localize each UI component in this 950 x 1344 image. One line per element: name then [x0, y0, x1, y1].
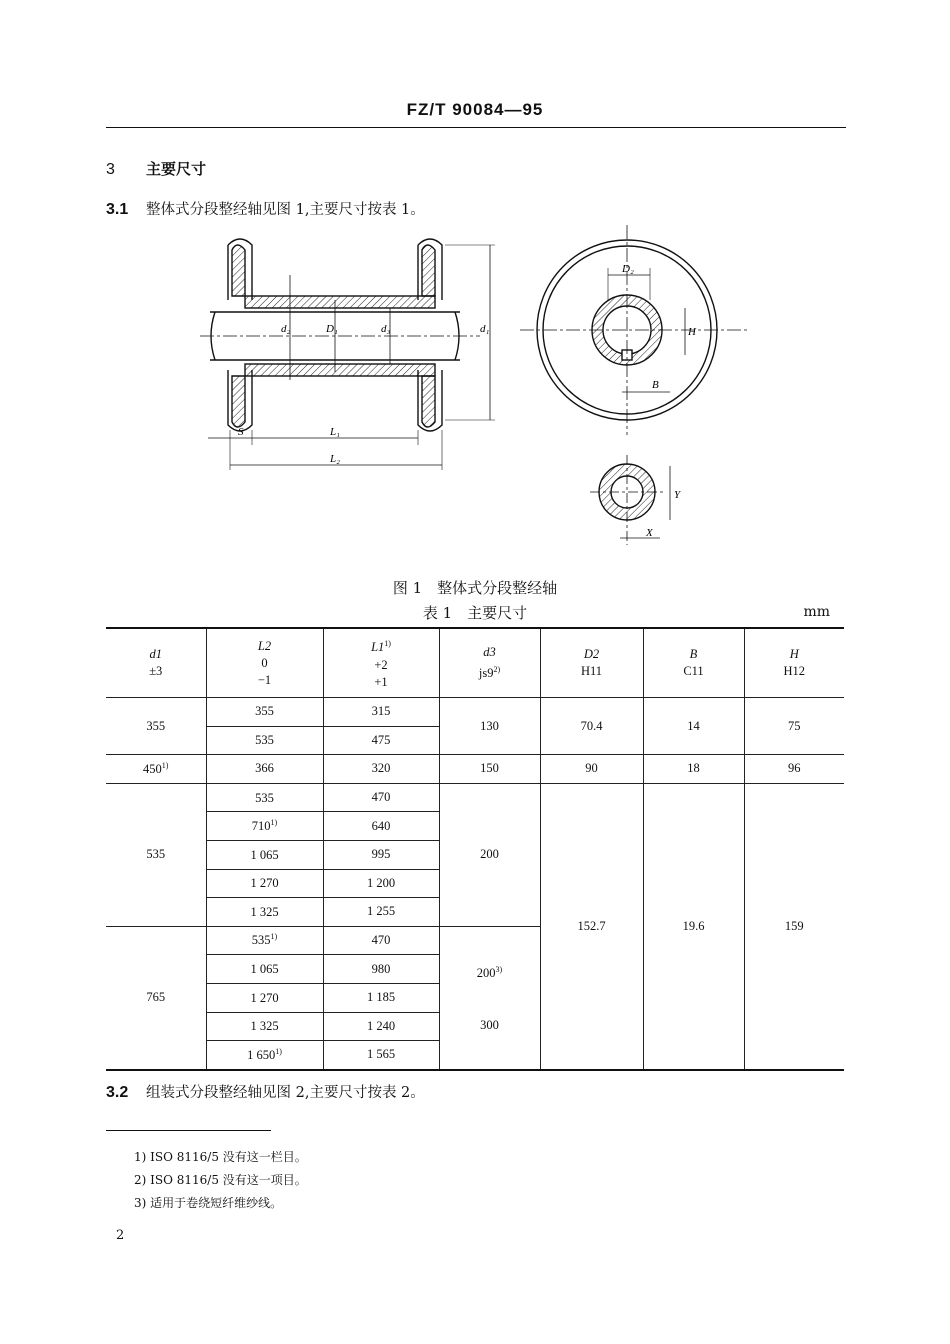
label-H: H	[688, 326, 696, 338]
label-d3: d₃	[381, 323, 391, 335]
cell-L1: 640	[323, 812, 439, 841]
label-L1: L₁	[330, 426, 340, 438]
label-Y: Y	[674, 489, 681, 501]
paragraph-text: 组装式分段整经轴见图 2,主要尺寸按表 2。	[146, 1085, 425, 1101]
table-unit: mm	[803, 604, 830, 620]
header-rule	[106, 127, 846, 128]
cell-L1: 315	[323, 698, 439, 727]
cell-L2: 710$^{1)}$	[206, 812, 323, 841]
cell-L2: 1 065	[206, 840, 323, 869]
cell-L1: 995	[323, 840, 439, 869]
table-header-row	[106, 628, 844, 698]
footnote-rule	[106, 1130, 271, 1131]
paragraph-number: 3.1	[106, 201, 129, 218]
cell-L1: 1 240	[323, 1012, 439, 1041]
dimensions-table	[106, 627, 844, 1071]
side-view	[200, 239, 495, 470]
paragraph-number: 3.2	[106, 1084, 129, 1101]
cell-B: 14	[643, 698, 744, 755]
cell-d3: 150	[439, 755, 540, 784]
paragraph-text: 整体式分段整经轴见图 1,主要尺寸按表 1。	[146, 202, 425, 218]
cell-L1: 1 185	[323, 983, 439, 1012]
section-number: 3	[106, 161, 115, 178]
cell-L2: 366	[206, 755, 323, 784]
label-L2: L₂	[330, 453, 340, 465]
footnote-2: 2) ISO 8116/5 没有这一项目。	[134, 1173, 307, 1187]
cell-H-shared: 159	[744, 783, 844, 1069]
cell-L1: 475	[323, 726, 439, 755]
header-H: H H12	[744, 628, 844, 698]
end-view	[520, 225, 750, 545]
cell-d3: 200	[439, 783, 540, 926]
label-d1: d₁	[480, 323, 490, 335]
cell-L1: 320	[323, 755, 439, 784]
cell-d1: 450$^{1)}$	[106, 755, 206, 784]
cell-L1: 470	[323, 783, 439, 812]
label-D1: D₁	[326, 323, 338, 335]
figure-caption: 图 1 整体式分段整经轴	[392, 579, 558, 597]
cell-L2: 1 270	[206, 983, 323, 1012]
document-header: FZ/T 90084—95	[406, 100, 544, 119]
cell-L2: 1 325	[206, 898, 323, 927]
cell-d3: 200$^{3)}$ 300	[439, 926, 540, 1069]
table-row	[106, 698, 844, 727]
label-X: X	[646, 527, 653, 539]
header-D2: D2 H11	[540, 628, 643, 698]
header-d3: d3 js9$^{2)}$	[439, 628, 540, 698]
paragraph-3-1	[106, 198, 425, 219]
table-row	[106, 783, 844, 812]
footnote-1: 1) ISO 8116/5 没有这一栏目。	[134, 1150, 307, 1164]
cell-L2: 535	[206, 726, 323, 755]
header-B: B C11	[643, 628, 744, 698]
cell-d3: 130	[439, 698, 540, 755]
cell-D2-shared: 152.7	[540, 783, 643, 1069]
footnote-3: 3) 适用于卷绕短纤维纱线。	[134, 1196, 283, 1210]
cell-L1: 1 200	[323, 869, 439, 898]
label-D2: D₂	[622, 263, 634, 275]
label-S: S	[238, 426, 244, 438]
cell-L2: 1 065	[206, 955, 323, 984]
label-B: B	[652, 379, 659, 391]
cell-L2: 1 325	[206, 1012, 323, 1041]
label-d2: d₂	[281, 323, 291, 335]
section-heading	[106, 158, 206, 179]
cell-H: 96	[744, 755, 844, 784]
cell-L2: 1 650$^{1)}$	[206, 1041, 323, 1070]
header-L2: L2 0 −1	[206, 628, 323, 698]
cell-L2: 1 270	[206, 869, 323, 898]
cell-d1: 355	[106, 698, 206, 755]
section-title: 主要尺寸	[146, 160, 207, 178]
cell-L2: 535	[206, 783, 323, 812]
cell-L1: 980	[323, 955, 439, 984]
paragraph-3-2	[106, 1081, 425, 1102]
cell-B: 18	[643, 755, 744, 784]
cell-B-shared: 19.6	[643, 783, 744, 1069]
page-number: 2	[116, 1228, 125, 1243]
cell-d1: 765	[106, 926, 206, 1069]
cell-D2: 90	[540, 755, 643, 784]
table-row	[106, 755, 844, 784]
cell-D2: 70.4	[540, 698, 643, 755]
cell-L1: 1 565	[323, 1041, 439, 1070]
figure-1-drawing	[190, 220, 770, 550]
cell-L1: 470	[323, 926, 439, 955]
cell-d1: 535	[106, 783, 206, 926]
header-L1: $L1^{1)}$ +2 +1	[323, 628, 439, 698]
table-caption: 表 1 主要尺寸	[422, 604, 528, 622]
cell-L2: 535$^{1)}$	[206, 926, 323, 955]
cell-H: 75	[744, 698, 844, 755]
header-d1: d1 ±3	[106, 628, 206, 698]
cell-L2: 355	[206, 698, 323, 727]
cell-L1: 1 255	[323, 898, 439, 927]
